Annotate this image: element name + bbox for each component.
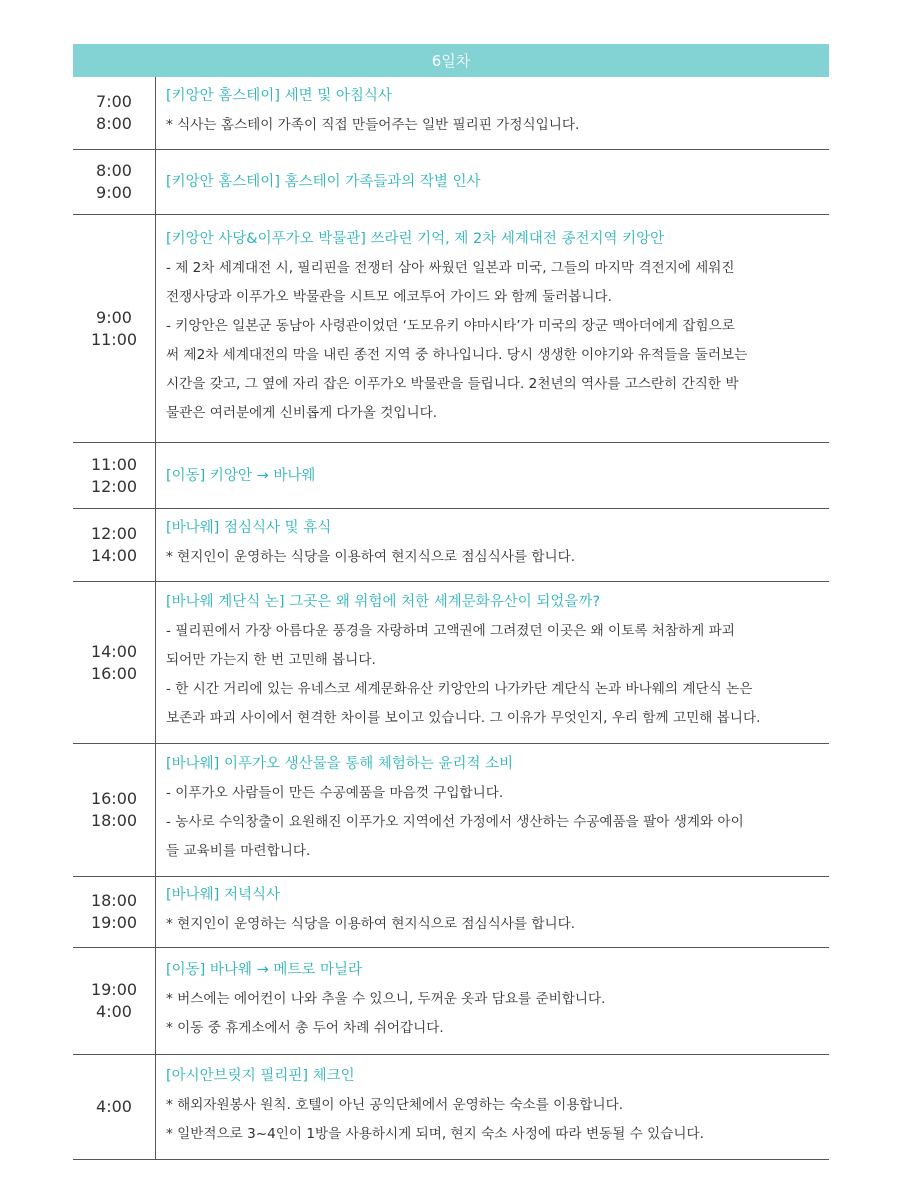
activity-description-line: - 제 2차 세계대전 시, 필리핀을 전쟁터 삼아 싸웠던 일본과 미국, 그들의 마지막 격전지에 세워진 <box>166 260 735 276</box>
start-time: 12:00 <box>90 524 138 543</box>
start-time: 14:00 <box>90 641 138 661</box>
activity-title: [바나웨] 이푸가오 생산물을 통해 체험하는 윤리적 소비 <box>166 756 514 772</box>
activity-description-line: * 일반적으로 3~4인이 1방을 사용하시게 되며, 현지 숙소 사정에 따라 변동될 수 있습니다. <box>166 1125 704 1142</box>
activity-title: [바나웨 계단식 논] 그곳은 왜 위험에 처한 세계문화유산이 되었을까? <box>166 594 601 610</box>
end-time: 8:00 <box>96 114 132 133</box>
activity-cell <box>156 744 829 876</box>
start-time: 9:00 <box>96 307 132 327</box>
activity-description-line: * 현지인이 운영하는 식당을 이용하여 현지식으로 점심식사를 합니다. <box>166 916 576 932</box>
time-cell <box>73 877 156 947</box>
end-time: 14:00 <box>90 546 138 565</box>
schedule-row <box>73 582 829 744</box>
activity-cell <box>156 77 829 149</box>
activity-cell <box>156 948 829 1054</box>
activity-description-line: - 키앙안은 일본군 동남아 사령관이었던 ‘도모유키 야마시타’가 미국의 장군 맥아더에게 잡힘으로 <box>166 318 735 334</box>
activity-description-line: - 필리핀에서 가장 아름다운 풍경을 자랑하며 고액권에 그려졌던 이곳은 왜 이토록 처참하게 파괴 <box>166 623 735 639</box>
start-time: 19:00 <box>90 980 138 999</box>
start-time: 16:00 <box>90 789 138 808</box>
activity-description-line: - 이푸가오 사람들이 만든 수공예품을 마음껏 구입합니다. <box>166 785 504 801</box>
time-cell <box>73 1055 156 1159</box>
activity-cell <box>156 582 829 743</box>
start-time: 18:00 <box>90 891 138 910</box>
activity-title: [이동] 바나웨 → 메트로 마닐라 <box>166 961 362 978</box>
time-cell <box>73 744 156 876</box>
activity-description-line: * 버스에는 에어컨이 나와 추울 수 있으니, 두꺼운 옷과 담요를 준비합니다. <box>166 990 606 1007</box>
activity-title: [키앙안 홈스테이] 홈스테이 가족들과의 작별 인사 <box>166 174 481 190</box>
activity-description-line: * 식사는 홈스테이 가족이 직접 만들어주는 일반 필리핀 가정식입니다. <box>166 117 580 133</box>
schedule-row <box>73 77 829 150</box>
schedule-row <box>73 150 829 215</box>
activity-title: [키앙안 홈스테이] 세면 및 아침식사 <box>166 88 392 104</box>
end-time: 11:00 <box>90 329 138 349</box>
start-time: 8:00 <box>96 161 132 180</box>
schedule-row <box>73 744 829 877</box>
activity-description-line: 들 교육비를 마련합니다. <box>166 843 311 859</box>
activity-description-line: * 현지인이 운영하는 식당을 이용하여 현지식으로 점심식사를 합니다. <box>166 549 576 565</box>
time-cell <box>73 582 156 743</box>
activity-title: [아시안브릿지 필리핀] 체크인 <box>166 1067 355 1084</box>
time-cell <box>73 215 156 442</box>
activity-description-line: - 농사로 수익창출이 요원해진 이푸가오 지역에선 가정에서 생산하는 수공예품을 팔아 생계와 아이 <box>166 814 744 830</box>
activity-description-line: - 한 시간 거리에 있는 유네스코 세계문화유산 키앙안의 나가카단 계단식 논과 바나웨의 계단식 논은 <box>166 681 753 697</box>
start-time: 4:00 <box>96 1097 132 1116</box>
time-cell <box>73 150 156 214</box>
activity-cell <box>156 150 829 214</box>
activity-cell <box>156 877 829 947</box>
schedule-rows <box>73 77 829 1160</box>
time-cell <box>73 443 156 508</box>
activity-description-line: * 이동 중 휴게소에서 총 두어 차례 쉬어갑니다. <box>166 1019 444 1036</box>
time-cell <box>73 948 156 1054</box>
activity-description-line: 보존과 파괴 사이에서 현격한 차이를 보이고 있습니다. 그 이유가 무엇인지, 우리 함께 고민해 봅니다. <box>166 710 761 726</box>
activity-cell <box>156 443 829 508</box>
activity-description-line: * 해외자원봉사 원칙. 호텔이 아닌 공익단체에서 운영하는 숙소를 이용합니다. <box>166 1096 624 1113</box>
schedule-row <box>73 1055 829 1160</box>
end-time: 12:00 <box>90 476 138 496</box>
itinerary-table <box>73 44 829 1160</box>
schedule-row <box>73 443 829 509</box>
activity-description-line: 물관은 여러분에게 신비롭게 다가올 것입니다. <box>166 405 438 421</box>
activity-cell <box>156 1055 829 1159</box>
schedule-row <box>73 948 829 1055</box>
end-time: 19:00 <box>90 913 138 932</box>
activity-description-line: 전쟁사당과 이푸가오 박물관을 시트모 에코투어 가이드 와 함께 둘러봅니다. <box>166 289 612 305</box>
schedule-row <box>73 215 829 443</box>
activity-title: [키앙안 사당&이푸가오 박물관] 쓰라린 기억, 제 2차 세계대전 종전지역 키앙안 <box>166 231 665 247</box>
activity-title: [이동] 키앙안 → 바나웨 <box>166 467 316 484</box>
end-time: 9:00 <box>96 183 132 202</box>
time-cell <box>73 509 156 581</box>
start-time: 7:00 <box>96 92 132 111</box>
day-header: 6일차 <box>73 44 829 77</box>
start-time: 11:00 <box>90 454 138 474</box>
end-time: 4:00 <box>96 1002 132 1021</box>
schedule-row <box>73 877 829 948</box>
activity-cell <box>156 215 829 442</box>
schedule-row <box>73 509 829 582</box>
activity-title: [바나웨] 점심식사 및 휴식 <box>166 520 332 536</box>
end-time: 16:00 <box>90 663 138 683</box>
activity-description-line: 시간을 갖고, 그 옆에 자리 잡은 이푸가오 박물관을 들립니다. 2천년의 역사를 고스란히 간직한 박 <box>166 376 739 392</box>
activity-description-line: 되어만 가는지 한 번 고민해 봅니다. <box>166 652 376 668</box>
activity-cell <box>156 509 829 581</box>
activity-description-line: 써 제2차 세계대전의 막을 내린 종전 지역 중 하나입니다. 당시 생생한 이야기와 유적들을 둘러보는 <box>166 347 748 363</box>
time-cell <box>73 77 156 149</box>
activity-title: [바나웨] 저녁식사 <box>166 887 280 903</box>
end-time: 18:00 <box>90 811 138 830</box>
